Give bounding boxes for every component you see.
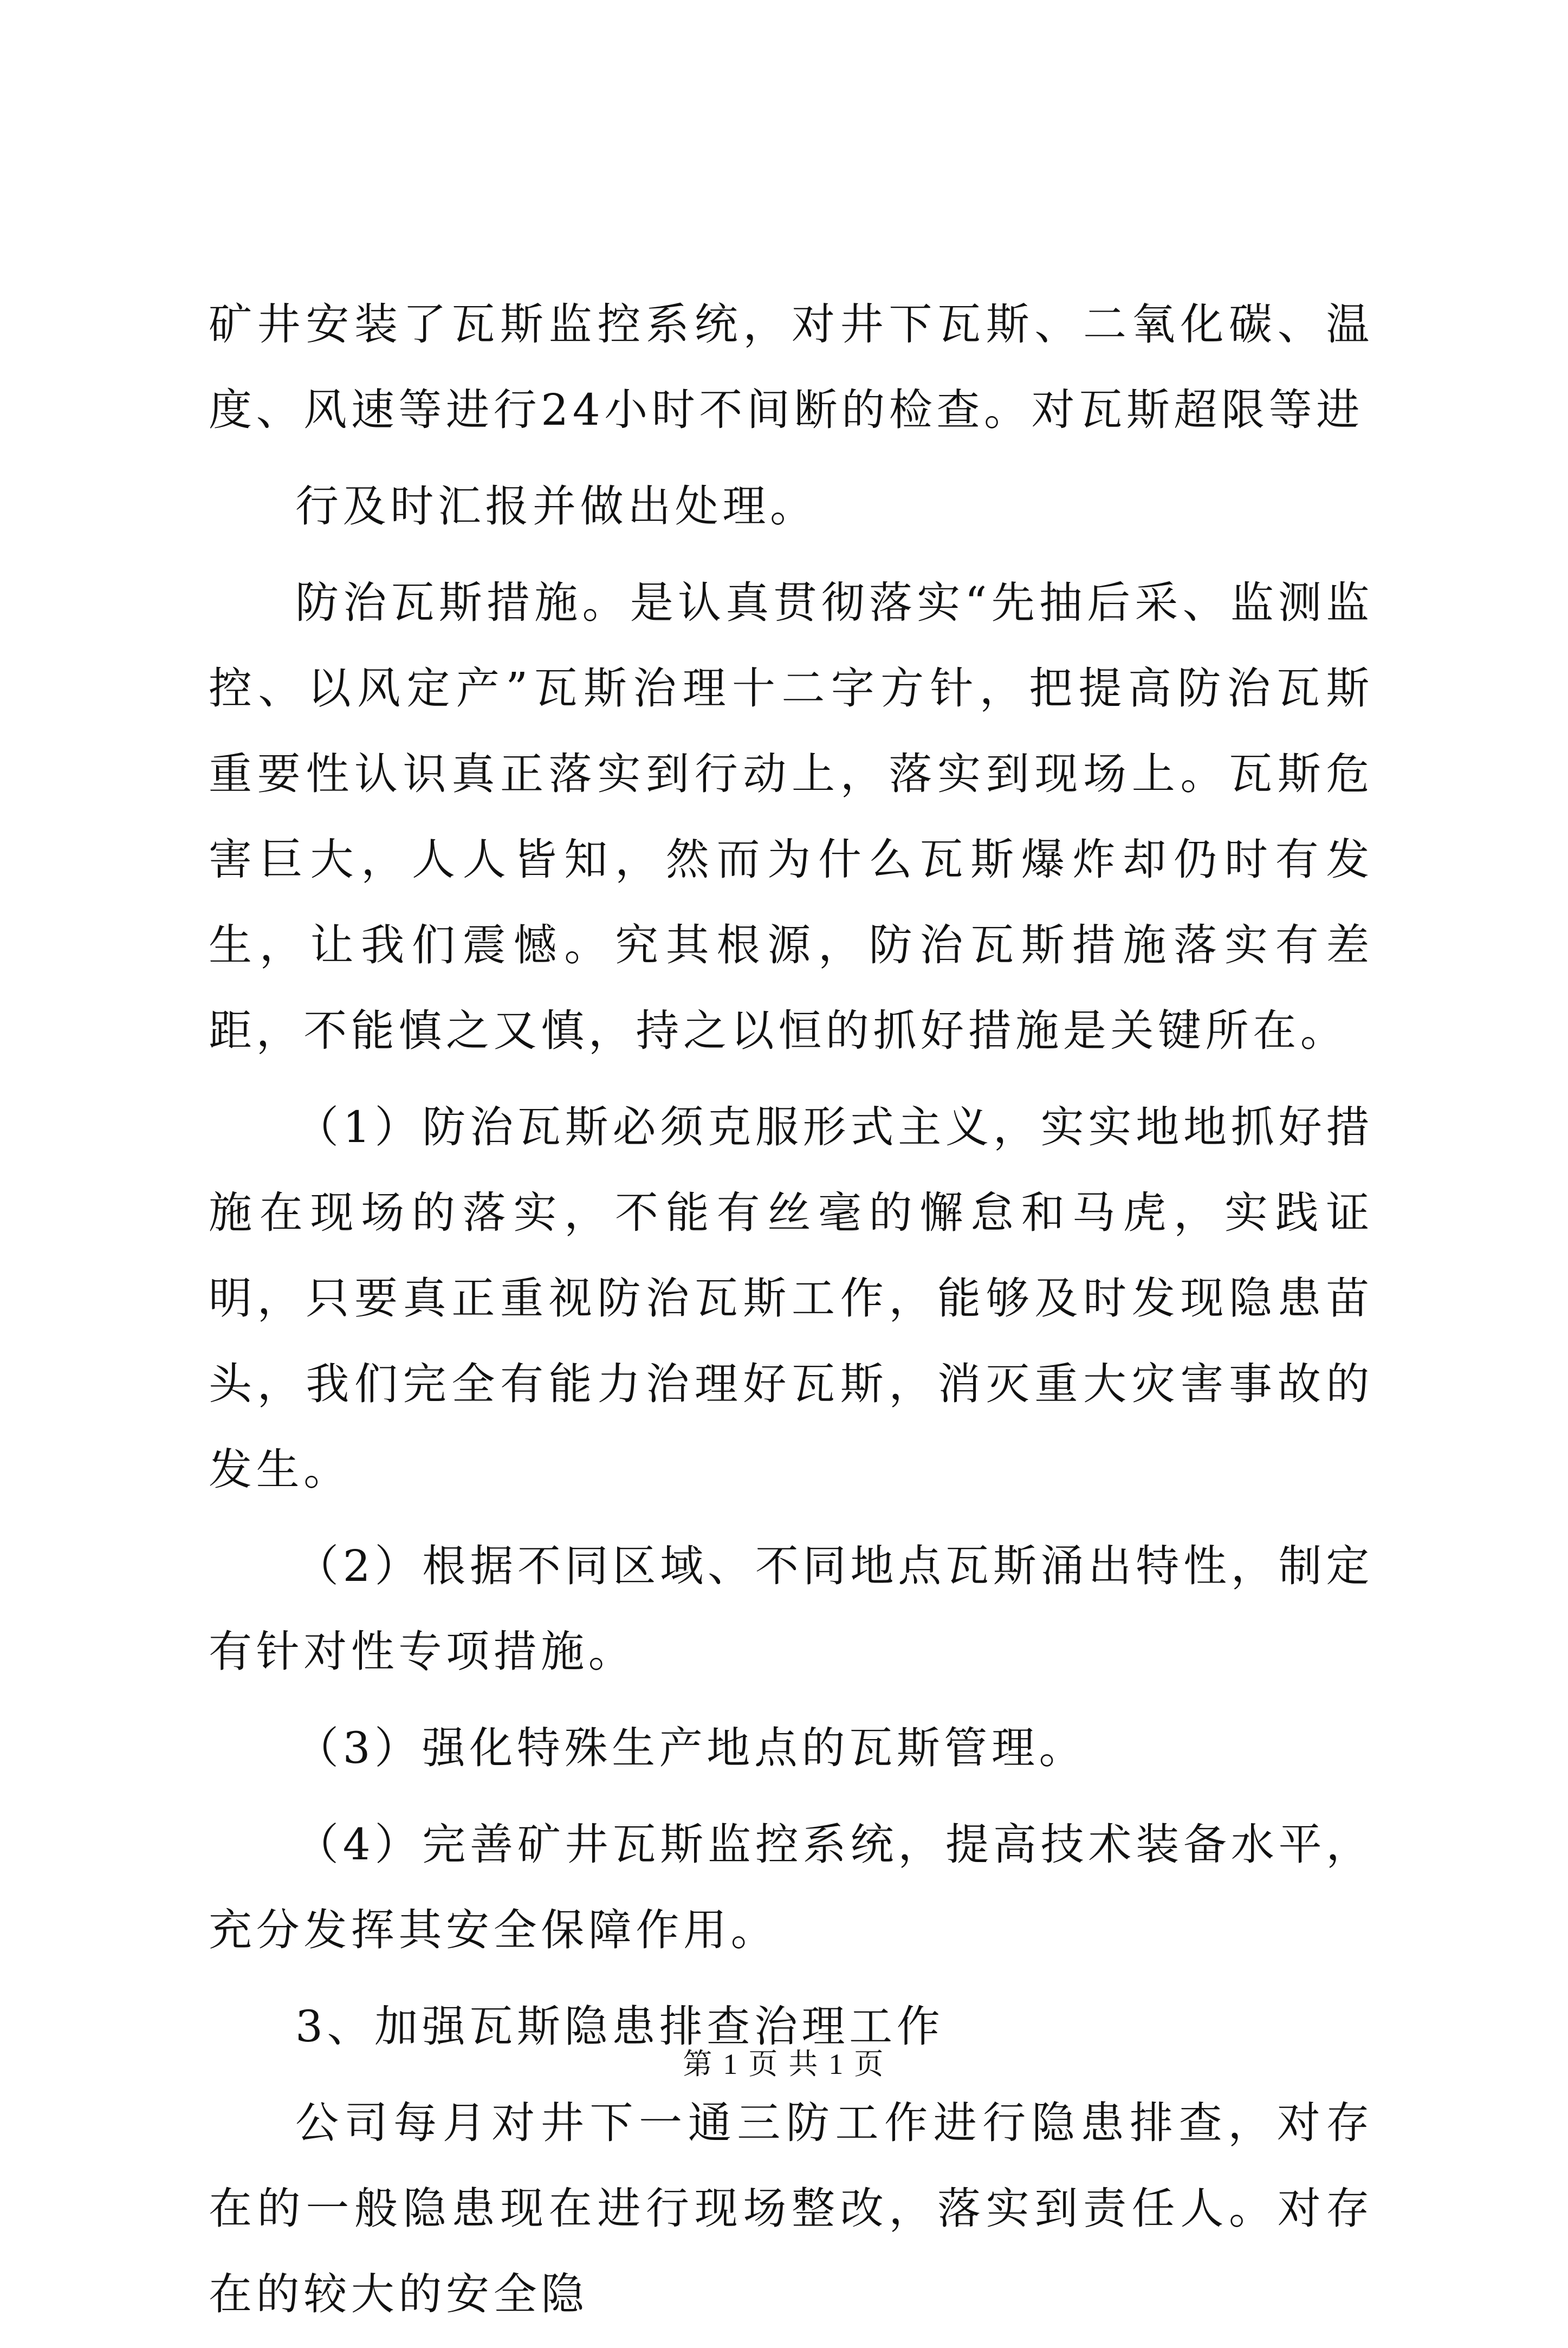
paragraph-measure-3: （3）强化特殊生产地点的瓦斯管理。 bbox=[295, 1723, 1087, 1773]
paragraph-report-handling: 行及时汇报并做出处理。 bbox=[295, 481, 818, 531]
paragraph-monitoring-system: 矿井安装了瓦斯监控系统，对井下瓦斯、二氧化碳、温度、风速等进行24小时不间断的检查。对瓦斯超限等进 bbox=[209, 299, 1373, 435]
section-heading-3: 3、加强瓦斯隐患排查治理工作 bbox=[295, 2001, 944, 2052]
page-number-footer: 第 1 页 共 1 页 bbox=[683, 2048, 885, 2080]
paragraph-measure-2: （2）根据不同区域、不同地点瓦斯涌出特性，制定有针对性专项措施。 bbox=[209, 1541, 1373, 1677]
paragraph-measure-1: （1）防治瓦斯必须克服形式主义，实实地地抓好措施在现场的落实，不能有丝毫的懈怠和马虎，实践证明，只要真正重视防治瓦斯工作，能够及时发现隐患苗头，我们完全有能力治理好瓦斯，消灭重大灾害事故的发生。 bbox=[209, 1102, 1373, 1495]
document-body bbox=[209, 282, 1373, 2348]
paragraph-hazard-inspection: 公司每月对井下一通三防工作进行隐患排查，对存在的一般隐患现在进行现场整改，落实到责任人。对存在的较大的安全隐 bbox=[209, 2098, 1373, 2319]
paragraph-measure-4: （4）完善矿井瓦斯监控系统，提高技术装备水平，充分发挥其安全保障作用。 bbox=[209, 1819, 1373, 1955]
paragraph-gas-prevention-measures: 防治瓦斯措施。是认真贯彻落实“先抽后采、监测监控、以风定产”瓦斯治理十二字方针，把提高防治瓦斯重要性认识真正落实到行动上，落实到现场上。瓦斯危害巨大，人人皆知，然而为什么瓦斯爆炸却仍时有发生，让我们震憾。究其根源，防治瓦斯措施落实有差距，不能慎之又慎，持之以恒的抓好措施是关键所在。 bbox=[209, 578, 1373, 1056]
